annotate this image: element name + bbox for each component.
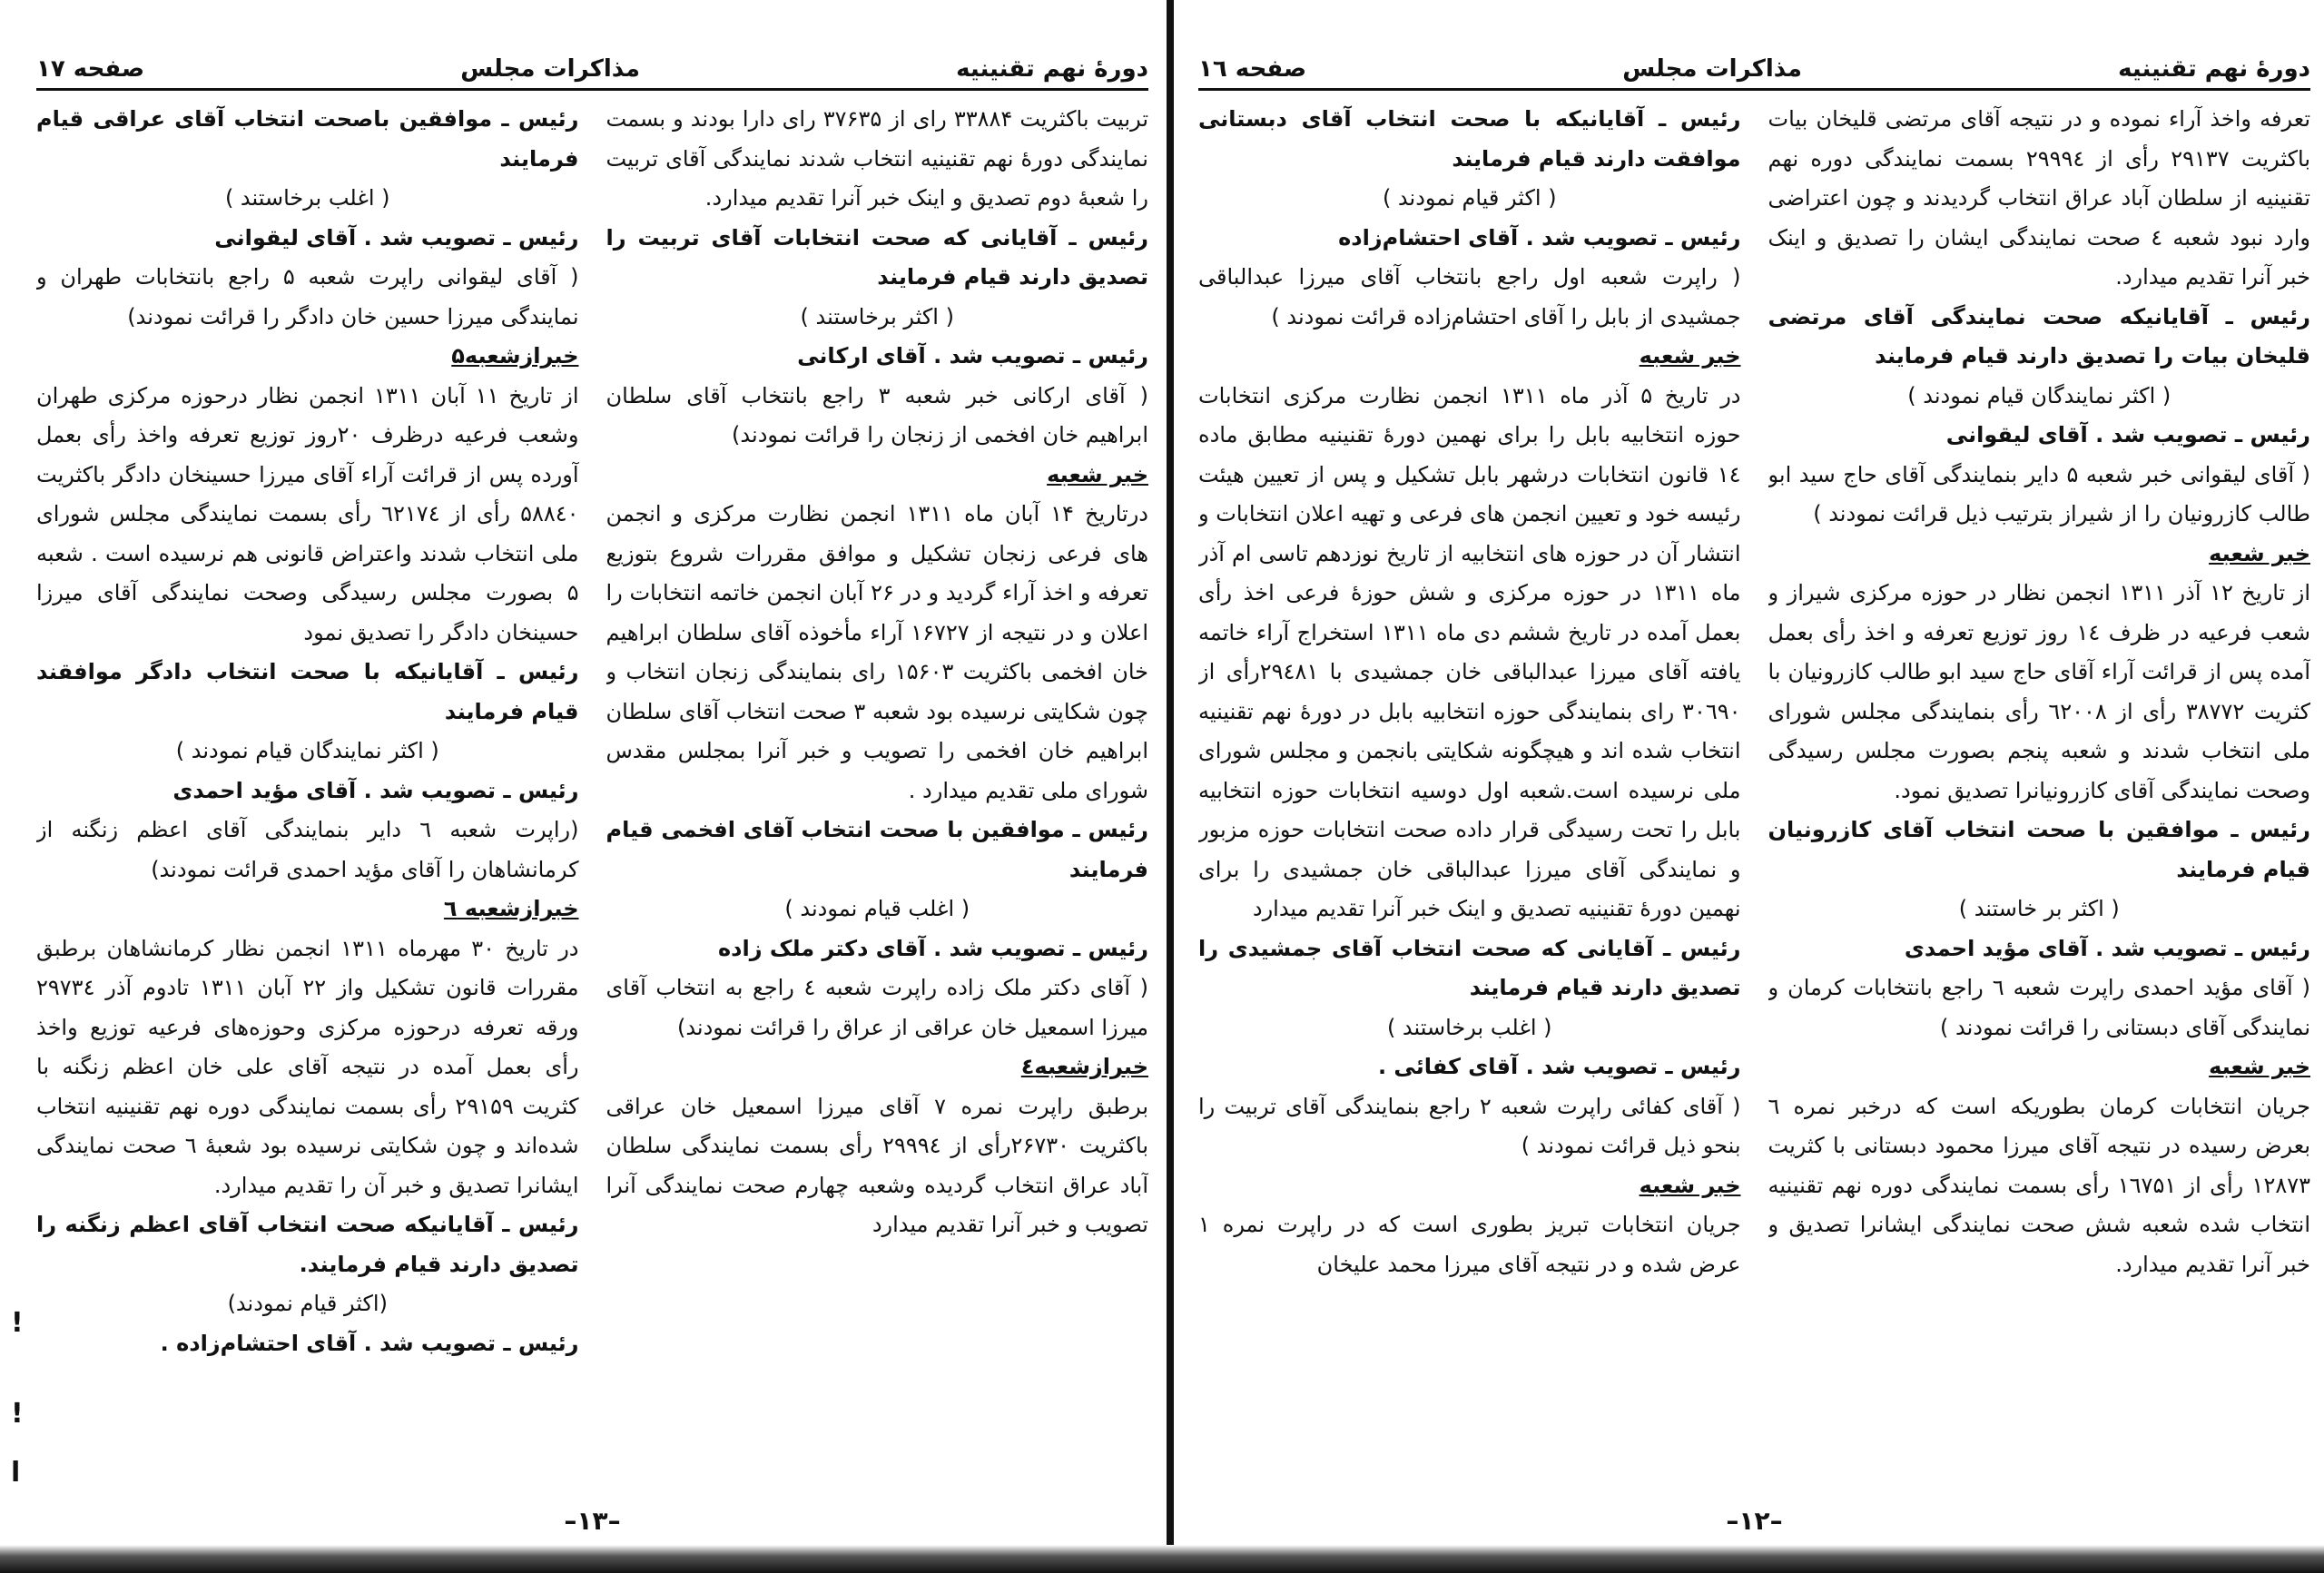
right-page-columns <box>1198 100 2310 1516</box>
section-heading: خبر شعبه <box>1639 343 1741 369</box>
speaker-line: رئیس ـ تصویب شد . آقای احتشام‌زاده <box>1338 224 1741 251</box>
speaker-line: رئیس ـ آقایانیکه با صحت انتخاب دادگر موافقند قیام فرمایند <box>36 659 579 724</box>
left-page-column-left <box>36 100 579 1516</box>
right-page-header <box>1198 54 2310 91</box>
speaker-line: رئیس ـ موافقین با صحت انتخاب آقای افخمی قیام فرمایند <box>606 817 1148 882</box>
left-header-page-label: صفحه ۱۷ <box>36 55 145 83</box>
section-heading: خبرازشعبه٤ <box>1020 1054 1148 1079</box>
paragraph: تربیت باکثریت ۳۳۸۸۴ رای از ۳۷۶۳۵ رای دارا بودند و بسمت نمایندگی دورهٔ نهم تقنینیه انتخاب شدند نمایندگی آقای تربیت را شعبهٔ دوم تصدیق و اینک خبر آنرا تقدیم میدارد. <box>606 106 1148 211</box>
section-heading: خبر شعبه <box>2209 1054 2310 1079</box>
vote-result: ( اکثر بر خاستند ) <box>1958 896 2120 921</box>
speaker-line: رئیس ـ تصویب شد . آقای لیقوانی <box>1945 422 2310 447</box>
right-page <box>1198 36 2310 1543</box>
speaker-line: رئیس ـ تصویب شد . آقای مؤید احمدی <box>1904 935 2310 961</box>
left-header-session: دورهٔ نهم تقنینیه <box>956 55 1148 83</box>
paragraph: از تاریخ ۱۱ آبان ۱۳۱۱ انجمن نظار درحوزه مرکزی طهران وشعب فرعیه درظرف ۲۰روز توزیع تعرفه واخذ رأی بعمل آورده پس از قرائت آراء آقای میرزا حسینخان دادگر باکثریت ۵۸۸٤۰ رأی از ٦۲۱۷٤ رأی بسمت نمایندگی مجلس شورای ملی انتخاب شدند واعتراض قانونی هم نرسیده است . شعبه ۵ بصورت مجلس رسیدگی وصحت نمایندگی آقای میرزا حسینخان دادگر را تصدیق نمود <box>36 382 579 645</box>
right-page-column-right <box>1768 100 2311 1516</box>
paragraph: جریان انتخابات تبریز بطوری است که در راپرت نمره ۱ عرض شده و در نتیجه آقای میرزا محمد علیخان <box>1198 1212 1741 1277</box>
paragraph: در تاریخ ۳۰ مهرماه ۱۳۱۱ انجمن نظار کرمانشاهان برطبق مقررات قانون تشکیل واز ۲۲ آبان ۱۳۱۱ تادوم آذر ۲۹۷۳٤ ورقه تعرفه درحوزه مرکزی وحوزه‌های فرعیه توزیع واخذ رأی بعمل آمده در نتیجه آقای علی خان اعظم زنگنه با کثریت ۲۹۱۵۹ رأی بسمت نمایندگی دوره نهم تقنینیه انتخاب شده‌اند و چون شکایتی نرسیده بود شعبهٔ ٦ صحت نمایندگی ایشانرا تصدیق و خبر آن را تقدیم میدارد. <box>36 935 579 1198</box>
left-header-title: مذاکرات مجلس <box>460 55 640 83</box>
vote-result: (اکثر قیام نمودند) <box>227 1291 388 1316</box>
section-heading: خبر شعبه <box>1639 1172 1741 1198</box>
margin-mark: ا <box>11 1457 21 1489</box>
vote-result: ( اکثر برخاستند ) <box>800 303 954 329</box>
vote-result: ( اغلب قیام نمودند ) <box>784 896 970 921</box>
left-page-number: –۱۳– <box>564 1506 621 1536</box>
vote-result: ( اکثر قیام نمودند ) <box>1382 185 1557 211</box>
speaker-line: رئیس ـ آقایانیکه صحت نمایندگی آقای مرتضی قلیخان بیات را تصدیق دارند قیام فرمایند <box>1768 303 2310 369</box>
vote-result: ( اغلب برخاستند ) <box>224 185 390 211</box>
speaker-line: رئیس ـ آقایانی که صحت انتخاب آقای جمشیدی را تصدیق دارند قیام فرمایند <box>1198 935 1741 1000</box>
speaker-line: رئیس ـ آقایانی که صحت انتخابات آقای تربیت را تصدیق دارند قیام فرمایند <box>606 224 1148 290</box>
margin-mark: ! <box>11 1398 24 1430</box>
paragraph: ( آقای لیقوانی راپرت شعبه ۵ راجع بانتخابات طهران و نمایندگی میرزا حسین خان دادگر را قرائت نمودند) <box>36 264 579 329</box>
section-heading: خبرازشعبه ٦ <box>443 896 579 921</box>
left-page-header <box>36 54 1148 91</box>
speaker-line: رئیس ـ تصویب شد . آقای مؤید احمدی <box>172 777 579 803</box>
paragraph: ( آقای ارکانی خبر شعبه ۳ راجع بانتخاب آقای سلطان ابراهیم خان افخمی از زنجان را قرائت نمودند) <box>606 382 1148 447</box>
left-page-columns <box>36 100 1148 1516</box>
right-header-page-label: صفحه ۱٦ <box>1198 55 1307 83</box>
vote-result: ( اکثر نمایندگان قیام نمودند ) <box>1907 382 2171 408</box>
vote-result: ( اکثر نمایندگان قیام نمودند ) <box>175 738 439 763</box>
paragraph: جریان انتخابات کرمان بطوریکه است که درخبر نمره ٦ بعرض رسیده در نتیجه آقای میرزا محمود دبستانی با کثریت ۱۲۸۷۳ رأی از ۱٦۷۵۱ رأی بسمت نمایندگی دوره نهم تقنینیه انتخاب شده شعبه شش صحت نمایندگی ایشانرا تصدیق و خبر آنرا تقدیم میدارد. <box>1768 1093 2310 1277</box>
speaker-line: رئیس ـ آقایانیکه صحت انتخاب آقای اعظم زنگنه را تصدیق دارند قیام فرمایند. <box>36 1212 579 1277</box>
right-page-number: –۱۲– <box>1726 1506 1783 1536</box>
book-gutter <box>1167 0 1174 1573</box>
paragraph: ( آقای مؤید احمدی راپرت شعبه ٦ راجع بانتخابات کرمان و نمایندگی آقای دبستانی را قرائت نمودند ) <box>1768 975 2310 1040</box>
section-heading: خبر شعبه <box>1047 461 1148 487</box>
right-header-session: دورهٔ نهم تقنینیه <box>2118 55 2310 83</box>
paragraph: ( آقای لیقوانی خبر شعبه ۵ دایر بنمایندگی آقای حاج سید ابو طالب کازرونیان را از شیراز بترتیب ذیل قرائت نمودند ) <box>1768 461 2310 526</box>
paragraph: ( آقای دکتر ملک زاده راپرت شعبه ٤ راجع به انتخاب آقای میرزا اسمعیل خان عراقی از عراق را قرائت نمودند) <box>606 975 1148 1040</box>
speaker-line: رئیس ـ تصویب شد . آقای کفائی . <box>1377 1054 1741 1079</box>
paragraph: ( راپرت شعبه اول راجع بانتخاب آقای میرزا عبدالباقی جمشیدی از بابل را آقای احتشام‌زاده قرائت نمودند ) <box>1198 264 1741 329</box>
paragraph: (راپرت شعبه ٦ دایر بنمایندگی آقای اعظم زنگنه از کرمانشاهان را آقای مؤید احمدی قرائت نمودند) <box>36 817 579 882</box>
right-header-title: مذاکرات مجلس <box>1622 55 1802 83</box>
section-heading: خبرازشعبه۵ <box>451 343 579 369</box>
left-page-column-right <box>606 100 1149 1516</box>
speaker-line: رئیس ـ موافقین با صحت انتخاب آقای کازرونیان قیام فرمایند <box>1768 817 2310 882</box>
margin-mark: ! <box>11 1307 24 1339</box>
speaker-line: رئیس ـ تصویب شد . آقای ارکانی <box>797 343 1148 369</box>
right-page-column-left <box>1198 100 1741 1516</box>
speaker-line: رئیس ـ تصویب شد . آقای لیقوانی <box>214 224 579 251</box>
paragraph: تعرفه واخذ آراء نموده و در نتیجه آقای مرتضی قلیخان بیات باکثریت ۲۹۱۳۷ رأی از ۲۹۹۹٤ بسمت نمایندگی دوره نهم تقنینیه از سلطان آباد عراق انتخاب گردیدند و چون اعتراضی وارد نبود شعبه ٤ صحت نمایندگی ایشان را تصدیق و اینک خبر آنرا تقدیم میدارد. <box>1768 106 2310 290</box>
speaker-line: رئیس ـ آقایانیکه با صحت انتخاب آقای دبستانی موافقت دارند قیام فرمایند <box>1198 106 1741 172</box>
speaker-line: رئیس ـ تصویب شد . آقای دکتر ملک زاده <box>717 935 1148 961</box>
vote-result: ( اغلب برخاستند ) <box>1386 1014 1552 1040</box>
paragraph: ( آقای کفائی راپرت شعبه ۲ راجع بنمایندگی آقای تربیت را بنحو ذیل قرائت نمودند ) <box>1198 1093 1741 1158</box>
page-bottom-shadow <box>0 1545 2324 1573</box>
left-page <box>11 36 1148 1543</box>
paragraph: در تاریخ ۵ آذر ماه ۱۳۱۱ انجمن نظارت مرکزی انتخابات حوزه انتخابیه بابل را برای نهمین دورهٔ تقنینیه مطابق ماده ۱٤ قانون انتخابات درشهر بابل تشکیل و پس از تعیین هیئت رئیسه خود و تعیین انجمن های فرعی و تهیه اعلان انتخابات و انتشار آن در حوزه های انتخابیه از تاریخ نوزدهم تاسی ام آذر ماه ۱۳۱۱ در حوزه مرکزی و شش حوزهٔ فرعی اخذ رأی بعمل آمده در تاریخ ششم دی ماه ۱۳۱۱ استخراج آراء خاتمه یافته آقای میرزا عبدالباقی خان جمشیدی با ۲۹٤۸۱رأی از ۳۰٦۹۰ رای بنمایندگی حوزه انتخابیه بابل در دورهٔ نهم تقنینیه انتخاب شده اند و هیچگونه شکایتی بانجمن و مجلس شورای ملی نرسیده است.شعبه اول دوسیه انتخابات حوزه انتخابیه بابل را تحت رسیدگی قرار داده صحت انتخابات حوزه مزبور و نمایندگی آقای میرزا عبدالباقی خان جمشیدی را برای نهمین دورهٔ تقنینیه تصدیق و اینک خبر آنرا تقدیم میدارد <box>1198 382 1741 921</box>
paragraph: برطبق راپرت نمره ۷ آقای میرزا اسمعیل خان عراقی باکثریت ۲۶۷۳۰رأی از ۲۹۹۹٤ رأی بسمت نمایندگی سلطان آباد عراق انتخاب گردیده وشعبه چهارم صحت نمایندگی آنرا تصویب و خبر آنرا تقدیم میدارد <box>606 1093 1148 1237</box>
paragraph: درتاریخ ۱۴ آبان ماه ۱۳۱۱ انجمن نظارت مرکزی و انجمن های فرعی زنجان تشکیل و موافق مقررات شروع بتوزیع تعرفه و اخذ آراء گردید و در ۲۶ آبان انجمن خاتمه انتخابات را اعلان و در نتیجه از ۱۶۷۲۷ آراء مأخوذه آقای سلطان ابراهیم خان افخمی باکثریت ۱۵۶۰۳ رای بنمایندگی زنجان انتخاب و چون شکایتی نرسیده بود شعبه ۳ صحت انتخاب آقای سلطان ابراهیم خان افخمی را تصویب و خبر آنرا بمجلس مقدس شورای ملی تقدیم میدارد . <box>606 501 1148 803</box>
speaker-line: رئیس ـ موافقین باصحت انتخاب آقای عراقی قیام فرمایند <box>36 106 579 172</box>
paragraph: از تاریخ ۱۲ آذر ۱۳۱۱ انجمن نظار در حوزه مرکزی شیراز و شعب فرعیه در ظرف ۱٤ روز توزیع تعرفه و اخذ رأی بعمل آمده پس از قرائت آراء آقای حاج سید ابو طالب کازرونیان با کثریت ۳۸۷۷۲ رأی از ٦۲۰۰۸ رأی بنمایندگی مجلس شورای ملی انتخاب شدند و شعبه پنجم بصورت مجلس رسیدگی وصحت نمایندگی آقای کازرونیانرا تصدیق نمود. <box>1768 580 2310 803</box>
section-heading: خبر شعبه <box>2209 540 2310 566</box>
speaker-line: رئیس ـ تصویب شد . آقای احتشام‌زاده . <box>160 1330 579 1356</box>
